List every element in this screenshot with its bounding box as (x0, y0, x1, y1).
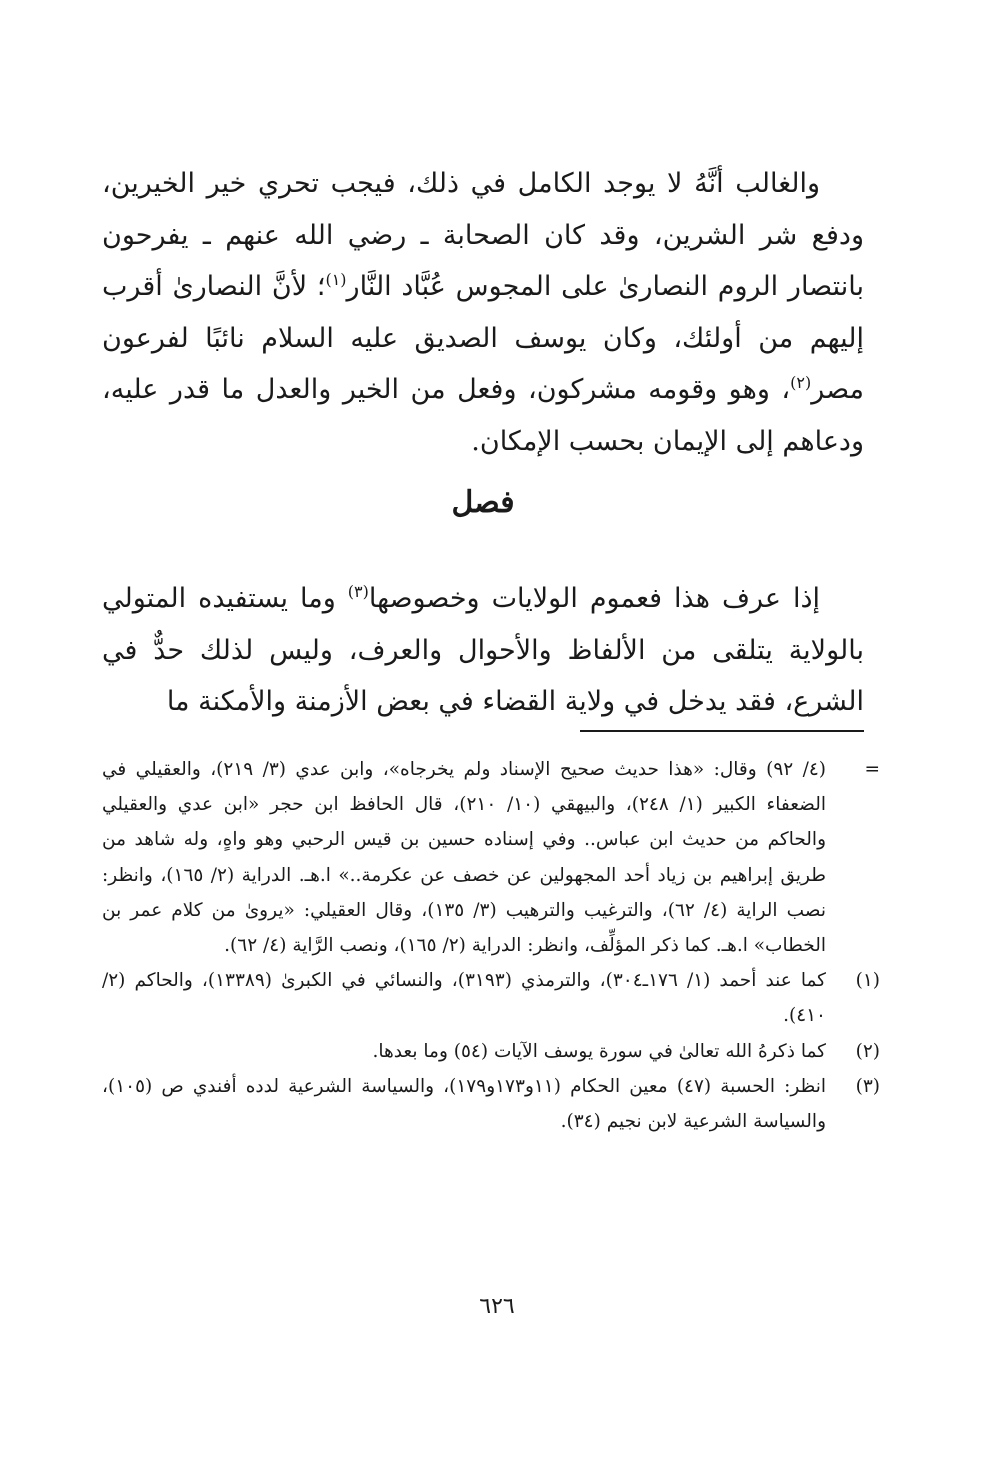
footnote-ref-2[interactable]: (٢) (790, 373, 812, 392)
main-paragraph-1 (102, 158, 864, 467)
footnote-marker: (١) (855, 970, 880, 992)
footnote-marker: (٢) (855, 1040, 880, 1062)
footnote-ref-3[interactable]: (٣) (347, 582, 369, 601)
paragraph-text-part-3: ، وهو وقومه مشركون، وفعل من الخير والعدل ما قدر عليه، ودعاهم إلى الإيمان بحسب الإمكان. (102, 374, 864, 457)
paragraph-body (102, 158, 864, 467)
page-number: ٦٢٦ (479, 1294, 515, 1319)
footnote-marker: = (864, 759, 880, 780)
footnote-text: (٤/ ٩٢) وقال: «هذا حديث صحيح الإسناد ولم يخرجاه»، وابن عدي (٣/ ٢١٩)، والعقيلي في الضعفاء الكبير (١/ ٢٤٨)، والبيهقي (١٠/ ٢١٠)، قال الحافظ ابن حجر «ابن عدي والعقيلي والحاكم من حديث ابن عباس.. وفي إسناده حسين بن قيس الرحبي وهو واهٍ، وله شاهد من طريق إبراهيم بن زياد أحد المجهولين عن خصف عن عكرمة..» ا.هـ. الدراية (٢/ ١٦٥)، وانظر: نصب الراية (٤/ ٦٢)، والترغيب والترهيب (٣/ ١٣٥)، وقال العقيلي: «يروىٰ من كلام عمر بن الخطاب» ا.هـ. كما ذكر المؤلِّف، وانظر: الدراية (٢/ ١٦٥)، ونصب الرَّاية (٤/ ٦٢). (102, 759, 826, 957)
footnotes-section (102, 752, 880, 1139)
footnote-text: كما عند أحمد (١/ ١٧٦ـ٣٠٤)، والترمذي (٣١٩٣)، والنسائي في الكبرىٰ (١٣٣٨٩)، والحاكم (٢/ ٤١٠). (102, 970, 826, 1027)
footnote-continued (102, 752, 880, 963)
footnote-2 (102, 1034, 880, 1069)
footnote-1 (102, 963, 880, 1033)
paragraph-text-part-1: إذا عرف هذا فعموم الولايات وخصوصها (368, 583, 820, 614)
paragraph-text-part-1: والغالب أنَّهُ لا يوجد الكامل في ذلك، فيجب تحري خير الخيرين، ودفع شر الشرين، وقد كان الصحابة ـ رضي الله عنهم ـ يفرحون بانتصار الروم النصارىٰ على المجوس عُبَّاد النَّار (102, 168, 864, 302)
footnote-marker: (٣) (855, 1075, 880, 1097)
section-heading: فصل (451, 485, 515, 520)
footnote-text: انظر: الحسبة (٤٧) معين الحكام (١١و١٧٣و١٧٩)، والسياسة الشرعية لدده أفندي ص (١٠٥)، والسياسة الشرعية لابن نجيم (٣٤). (102, 1075, 826, 1133)
footnote-divider (580, 730, 864, 732)
footnote-ref-1[interactable]: (١) (325, 270, 347, 289)
footnote-text: كما ذكرهُ الله تعالىٰ في سورة يوسف الآيات (٥٤) وما بعدها. (372, 1040, 826, 1062)
paragraph-text-part-2: ؛ لأنَّ النصارىٰ أقرب إليهم من أولئك، وكان يوسف الصديق عليه السلام نائبًا لفرعون مصر (102, 271, 864, 405)
paragraph-body (102, 573, 864, 728)
footnote-3 (102, 1069, 880, 1139)
main-paragraph-2 (102, 546, 864, 755)
paragraph-text-part-2: وما يستفيده المتولي بالولاية يتلقى من الألفاظ والأحوال والعرف، وليس لذلك حدٌّ في الشرع، فقد يدخل في ولاية القضاء في بعض الأزمنة والأمكنة ما (102, 583, 864, 717)
